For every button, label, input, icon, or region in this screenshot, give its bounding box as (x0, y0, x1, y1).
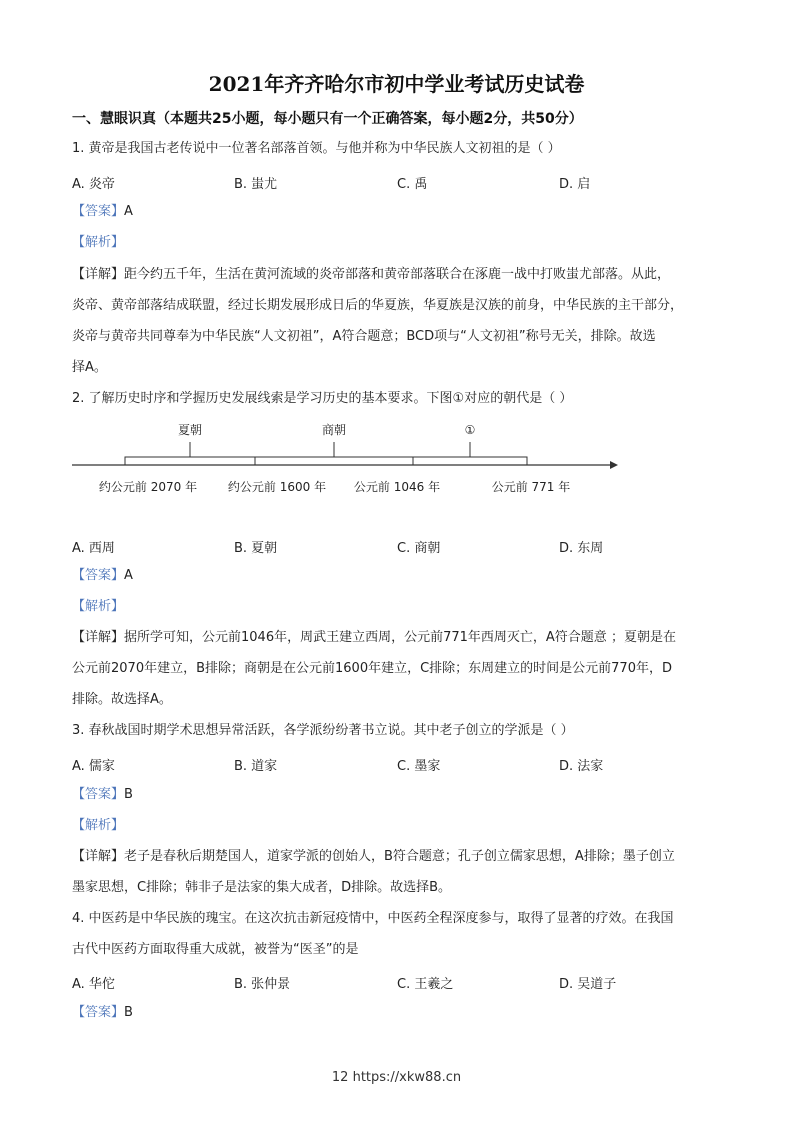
q2-detail-line: 排除。故选择A。 (72, 692, 172, 707)
q1-detail-line: 炎帝、黄帝部落结成联盟，经过长期发展形成日后的华夏族，华夏族是汉族的前身，中华民族的主干部分， (72, 298, 684, 313)
timeline-date-771: 公元前 771 年 (491, 480, 571, 494)
q3-analysis (72, 817, 722, 835)
detail-label: 【详解】 (72, 630, 125, 645)
q4-stem: 古代中医药方面取得重大成就，被誉为“医圣”的是 (72, 942, 359, 957)
q4-option-c: C. 王羲之 (397, 977, 454, 992)
q3-answer (72, 786, 722, 804)
timeline-label-shang: 商朝 (321, 423, 347, 437)
timeline-label-unknown: ① (464, 423, 476, 437)
exam-title: 2021年齐齐哈尔市初中学业考试历史试卷 (208, 72, 585, 96)
page-footer[interactable]: 12 https://xkw88.cn (331, 1070, 462, 1085)
q4-answer (72, 1004, 722, 1022)
q2-option-b: B. 夏朝 (234, 541, 278, 556)
q1-detail-line: 择A。 (72, 360, 107, 375)
q3-stem: 3. 春秋战国时期学术思想异常活跃，各学派纷纷著书立说。其中老子创立的学派是（ ） (72, 723, 574, 738)
q3-option-a: A. 儒家 (72, 759, 115, 774)
timeline-date-1046: 公元前 1046 年 (353, 480, 441, 494)
q1-detail-line: 炎帝与黄帝共同尊奉为中华民族“人文初祖”，A符合题意；BCD项与“人文初祖”称号无关，排除。故选 (72, 329, 656, 344)
q2-timeline (70, 412, 630, 502)
q1-stem: 1. 黄帝是我国古老传说中一位著名部落首领。与他并称为中华民族人文初祖的是（ ） (72, 141, 561, 156)
q4-stem: 4. 中医药是中华民族的瑰宝。在这次抗击新冠疫情中，中医药全程深度参与，取得了显著的疗效。在我国 (72, 911, 674, 926)
timeline-arrow-icon (610, 461, 618, 469)
analysis-label: 【解析】 (72, 599, 125, 614)
q4-option-b: B. 张仲景 (234, 977, 291, 992)
q4-option-d: D. 吴道子 (559, 977, 617, 992)
unknown-bracket (413, 457, 527, 465)
q4-option-a: A. 华佗 (72, 977, 115, 992)
answer-label: 【答案】 (72, 1005, 125, 1020)
q2-answer-value: A (124, 568, 133, 583)
q2-detail-text: 据所学可知，公元前1046年，周武王建立西周，公元前771年西周灭亡，A符合题意 ；夏朝是在 (124, 630, 676, 645)
q3-detail-text: 老子是春秋后期楚国人，道家学派的创始人，B符合题意；孔子创立儒家思想，A排除；墨子创立 (124, 849, 675, 864)
xia-bracket (125, 457, 255, 465)
q2-stem: 2. 了解历史时序和学握历史发展线索是学习历史的基本要求。下图①对应的朝代是（ ） (72, 391, 573, 406)
q2-option-a: A. 西周 (72, 541, 115, 556)
q2-detail-line: 公元前2070年建立，B排除；商朝是在公元前1600年建立，C排除；东周建立的时间是公元前770年，D (72, 661, 672, 676)
timeline-label-xia: 夏朝 (177, 423, 203, 437)
q1-option-c: C. 禹 (397, 177, 428, 192)
detail-label: 【详解】 (72, 267, 125, 282)
q3-option-b: B. 道家 (234, 759, 278, 774)
q2-answer (72, 567, 722, 585)
answer-label: 【答案】 (72, 568, 125, 583)
q3-detail-line: 墨家思想，C排除；韩非子是法家的集大成者，D排除。故选择B。 (72, 880, 452, 895)
q1-option-b: B. 蚩尤 (234, 177, 278, 192)
q2-option-d: D. 东周 (559, 541, 604, 556)
section-heading: 一、慧眼识真（本题共25小题，每小题只有一个正确答案，每小题2分，共50分） (72, 111, 583, 127)
analysis-label: 【解析】 (72, 235, 125, 250)
analysis-label: 【解析】 (72, 818, 125, 833)
q1-detail-text: 距今约五千年，生活在黄河流域的炎帝部落和黄帝部落联合在涿鹿一战中打败蚩尤部落。从此， (124, 267, 671, 282)
q1-analysis (72, 234, 722, 252)
q3-option-c: C. 墨家 (397, 759, 441, 774)
answer-label: 【答案】 (72, 787, 125, 802)
q1-option-d: D. 启 (559, 177, 591, 192)
q2-option-c: C. 商朝 (397, 541, 441, 556)
q1-option-a: A. 炎帝 (72, 177, 115, 192)
detail-label: 【详解】 (72, 849, 125, 864)
q1-detail-line (72, 266, 722, 284)
timeline-date-1600: 约公元前 1600 年 (227, 480, 327, 494)
timeline-date-2070: 约公元前 2070 年 (98, 480, 198, 494)
q1-answer (72, 203, 722, 221)
q2-detail-line (72, 629, 722, 647)
q3-answer-value: B (124, 787, 133, 802)
q1-answer-value: A (124, 204, 133, 219)
q3-option-d: D. 法家 (559, 759, 604, 774)
q2-analysis (72, 598, 722, 616)
q3-detail-line (72, 848, 722, 866)
q4-answer-value: B (124, 1005, 133, 1020)
answer-label: 【答案】 (72, 204, 125, 219)
shang-bracket (255, 457, 413, 465)
